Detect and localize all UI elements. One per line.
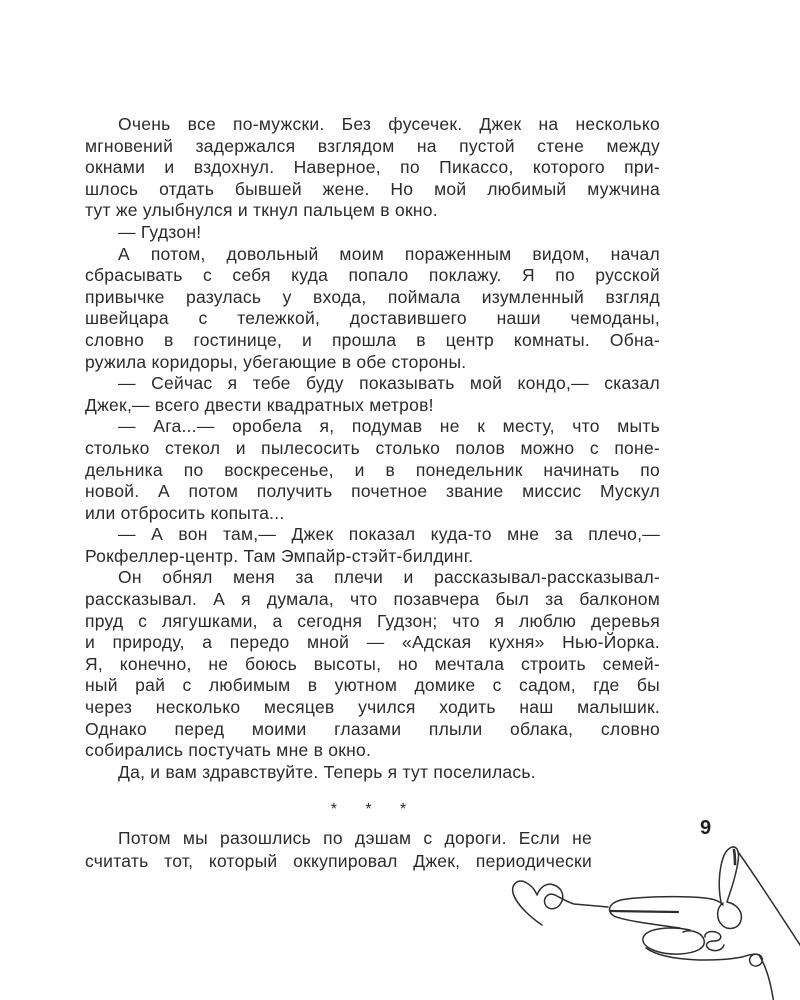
heart-icon <box>513 881 608 925</box>
text-line: А потом, довольный моим пораженным видом, начал <box>118 243 660 264</box>
text-line: Потом мы разошлись по дэшам с дороги. Если не <box>118 828 592 848</box>
text-line: Да, и вам здравствуйте. Теперь я тут поселилась. <box>118 761 536 782</box>
curled-fingers-loop <box>643 928 704 954</box>
bottom-curl-tail <box>646 948 774 1000</box>
page-number: 9 <box>700 817 712 839</box>
text-line: — Сейчас я тебе буду показывать мой кондо,— сказал <box>118 373 660 394</box>
text-line: дельника по воскресенье, и в понедельник начинать по <box>85 459 660 480</box>
text-line: Я, конечно, не боюсь высоты, но мечтала строить семей- <box>85 653 660 674</box>
fingertip-nails <box>705 932 724 951</box>
text-line: собирались постучать мне в окно. <box>85 740 372 761</box>
text-line: словно в гостинице, и прошла в центр комнаты. Обна- <box>85 329 660 350</box>
thumb-nail <box>734 850 735 864</box>
text-line: Очень все по-мужски. Без фусечек. Джек на несколько <box>118 114 660 134</box>
text-line: пруд с лягушками, а сегодня Гудзон; что я люблю деревья <box>85 610 660 631</box>
text-line: Однако перед моими глазами плыли облака, словно <box>85 718 660 739</box>
text-line: ный рай с любимым в уютном домике с садом, где бы <box>85 675 660 696</box>
text-line: шлось отдать бывшей жене. Но мой любимый мужчина <box>85 178 660 199</box>
text-line: окнами и вздохнул. Наверное, по Пикассо, которого при- <box>85 157 660 178</box>
text-line: — Ага...— оробела я, подумав не к месту, что мыть <box>118 416 660 437</box>
text-line: привычке разулась у входа, поймала изумленный взгляд <box>85 286 660 307</box>
text-line: новой. А потом получить почетное звание миссис Мускул <box>85 481 660 502</box>
text-line: ружила коридоры, убегающие в обе стороны. <box>85 351 467 372</box>
text-line: через несколько месяцев учился ходить наш малышик. <box>85 697 660 718</box>
main-text-block <box>85 114 660 783</box>
text-line: и природу, а передо мной — «Адская кухня» Нью-Йорка. <box>85 632 660 653</box>
text-line: — Гудзон! <box>118 221 202 242</box>
text-line: Он обнял меня за плечи и рассказывал-рассказывал- <box>118 567 660 588</box>
finger-crease <box>611 911 678 912</box>
hand-back-edge <box>738 852 800 948</box>
text-line: рассказывал. А я думала, что позавчера был за балконом <box>85 589 660 610</box>
text-line: или отбросить копыта... <box>85 502 285 523</box>
section-separator: * * * <box>330 801 415 818</box>
text-line: — А вон там,— Джек показал куда-то мне за плечо,— <box>118 524 660 545</box>
text-line: столько стекол и пылесосить столько полов можно с поне- <box>85 437 660 458</box>
text-line: считать тот, который оккупировал Джек, периодически <box>85 850 592 871</box>
text-line: тут же улыбнулся и ткнул пальцем в окно. <box>85 200 438 221</box>
text-line: Рокфеллер-центр. Там Эмпайр-стэйт-билдинг. <box>85 545 474 566</box>
text-line: сбрасывать с себя куда попало поклажу. Я по русской <box>85 265 660 286</box>
text-line: мгновений задержался взглядом на пустой стене между <box>85 135 660 156</box>
text-line: Джек,— всего двести квадратных метров! <box>85 394 434 415</box>
text-line: швейцара с тележкой, доставившего наши чемоданы, <box>85 308 660 329</box>
hand-heart-illustration <box>490 840 800 1000</box>
thumb-outline <box>718 847 742 928</box>
